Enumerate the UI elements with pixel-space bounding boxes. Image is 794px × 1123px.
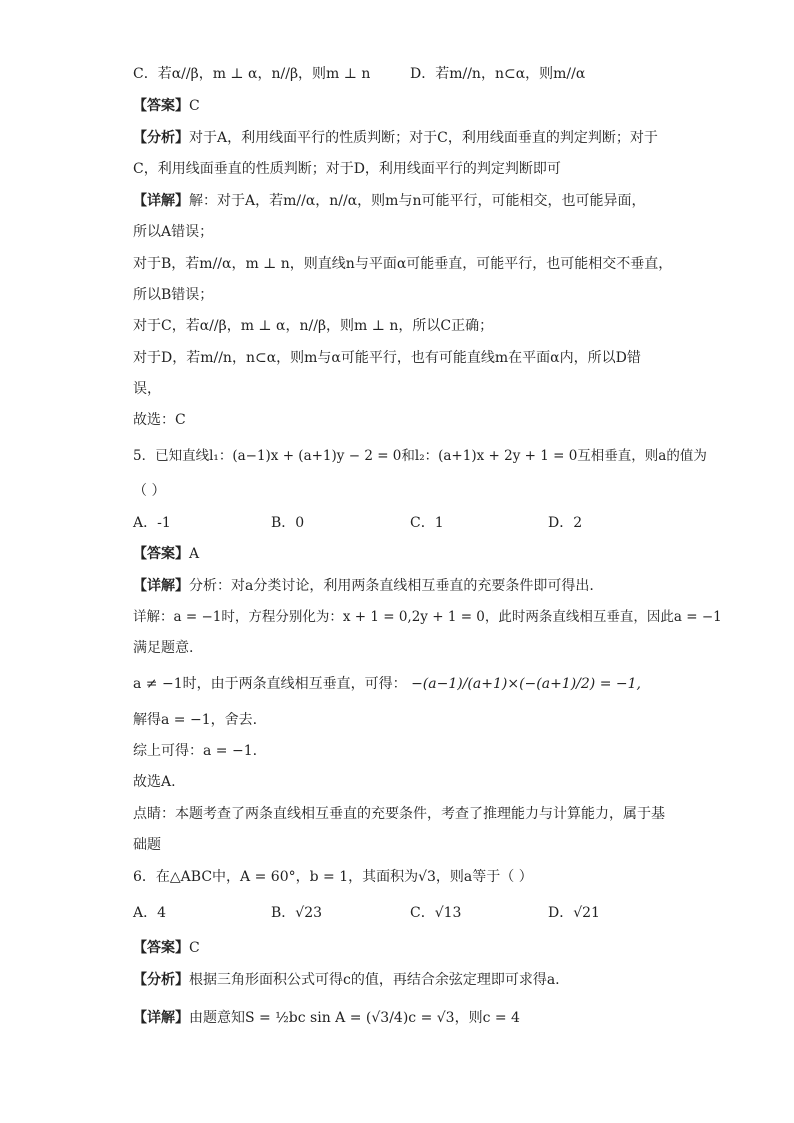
q6-detail bbox=[133, 1008, 520, 1028]
q5-detail-1 bbox=[133, 576, 594, 596]
q4-option-d: D．若m//n，n⊂α，则m//α bbox=[410, 66, 586, 82]
answer-value: A bbox=[189, 546, 200, 562]
perpendicular-condition-formula: −(a−1)/(a+1)×(−(a+1)/2) = −1, bbox=[411, 676, 641, 692]
q4-detail-5: 对于C，若α//β，m ⊥ α，n//β，则m ⊥ n，所以C正确； bbox=[133, 318, 494, 334]
q5-detail-4 bbox=[133, 674, 641, 694]
analysis-tag: 【分析】 bbox=[133, 130, 189, 146]
q4-detail-7: 误， bbox=[133, 381, 161, 397]
q5-detail-2: 详解：a = −1时，方程分别化为：x + 1 = 0,2y + 1 = 0，此时两条直线相互垂直，因此a = −1 bbox=[133, 609, 722, 625]
q4-analysis-1 bbox=[133, 128, 658, 148]
q5-conclusion: 故选A. bbox=[133, 774, 176, 790]
analysis-text: 根据三角形面积公式可得c的值，再结合余弦定理即可求得a. bbox=[189, 972, 560, 988]
q5-detail-5: 解得a = −1，舍去. bbox=[133, 712, 258, 728]
q5-answer bbox=[133, 544, 199, 564]
answer-tag: 【答案】 bbox=[133, 940, 189, 956]
answer-tag: 【答案】 bbox=[133, 98, 189, 114]
answer-value: C bbox=[189, 98, 200, 114]
q5-option-b: B．0 bbox=[271, 515, 305, 531]
q4-detail-3: 对于B，若m//α，m ⊥ n，则直线n与平面α可能垂直，可能平行，也可能相交不垂直， bbox=[133, 256, 673, 272]
q5-comment-2: 础题 bbox=[133, 837, 161, 853]
q5-stem-1: 5．已知直线l₁：(a−1)x + (a+1)y − 2 = 0和l₂：(a+1)x + 2y + 1 = 0互相垂直，则a的值为 bbox=[133, 448, 707, 464]
q4-detail-4: 所以B错误； bbox=[133, 287, 214, 303]
q5-comment-1: 点睛：本题考查了两条直线相互垂直的充要条件，考查了推理能力与计算能力，属于基 bbox=[133, 806, 665, 822]
detail-tag: 【详解】 bbox=[133, 578, 189, 594]
detail-tag: 【详解】 bbox=[133, 193, 189, 209]
q4-detail-2: 所以A错误； bbox=[133, 224, 214, 240]
q6-analysis bbox=[133, 970, 560, 990]
answer-tag: 【答案】 bbox=[133, 546, 189, 562]
answer-value: C bbox=[189, 940, 200, 956]
detail-tag: 【详解】 bbox=[133, 1010, 189, 1026]
q6-stem: 6．在△ABC中，A = 60°，b = 1，其面积为√3，则a等于（ ） bbox=[133, 869, 533, 885]
analysis-text: 对于A，利用线面平行的性质判断；对于C，利用线面垂直的判定判断；对于 bbox=[189, 130, 658, 146]
q6-option-d: D．√21 bbox=[548, 905, 600, 921]
detail-text: 解：对于A，若m//α，n//α，则m与n可能平行，可能相交，也可能异面， bbox=[189, 193, 646, 209]
q6-option-c: C．√13 bbox=[410, 905, 462, 921]
analysis-tag: 【分析】 bbox=[133, 972, 189, 988]
q5-option-d: D．2 bbox=[548, 515, 583, 531]
q5-stem-2: （ ） bbox=[133, 483, 166, 499]
q4-analysis-2: C，利用线面垂直的性质判断；对于D，利用线面平行的判定判断即可 bbox=[133, 161, 561, 177]
q6-option-b: B．√23 bbox=[271, 905, 323, 921]
detail-text: 分析：对a分类讨论，利用两条直线相互垂直的充要条件即可得出. bbox=[189, 578, 594, 594]
q6-answer bbox=[133, 938, 200, 958]
q6-option-a: A．4 bbox=[133, 905, 167, 921]
q4-detail-1 bbox=[133, 191, 645, 211]
q5-detail-6: 综上可得：a = −1. bbox=[133, 743, 258, 759]
detail-text: 由题意知S = ½bc sin A = (√3/4)c = √3，则c = 4 bbox=[189, 1010, 520, 1026]
q5-option-c: C．1 bbox=[410, 515, 444, 531]
q4-detail-6: 对于D，若m//n，n⊂α，则m与α可能平行，也有可能直线m在平面α内，所以D错 bbox=[133, 350, 641, 366]
q4-option-c: C．若α//β，m ⊥ α，n//β，则m ⊥ n bbox=[133, 66, 371, 82]
q5-option-a: A．-1 bbox=[133, 515, 171, 531]
detail-4-text: a ≠ −1时，由于两条直线相互垂直，可得： bbox=[133, 676, 407, 692]
q4-conclusion: 故选：C bbox=[133, 412, 186, 428]
q4-answer bbox=[133, 96, 200, 116]
q5-detail-3: 满足题意. bbox=[133, 640, 194, 656]
